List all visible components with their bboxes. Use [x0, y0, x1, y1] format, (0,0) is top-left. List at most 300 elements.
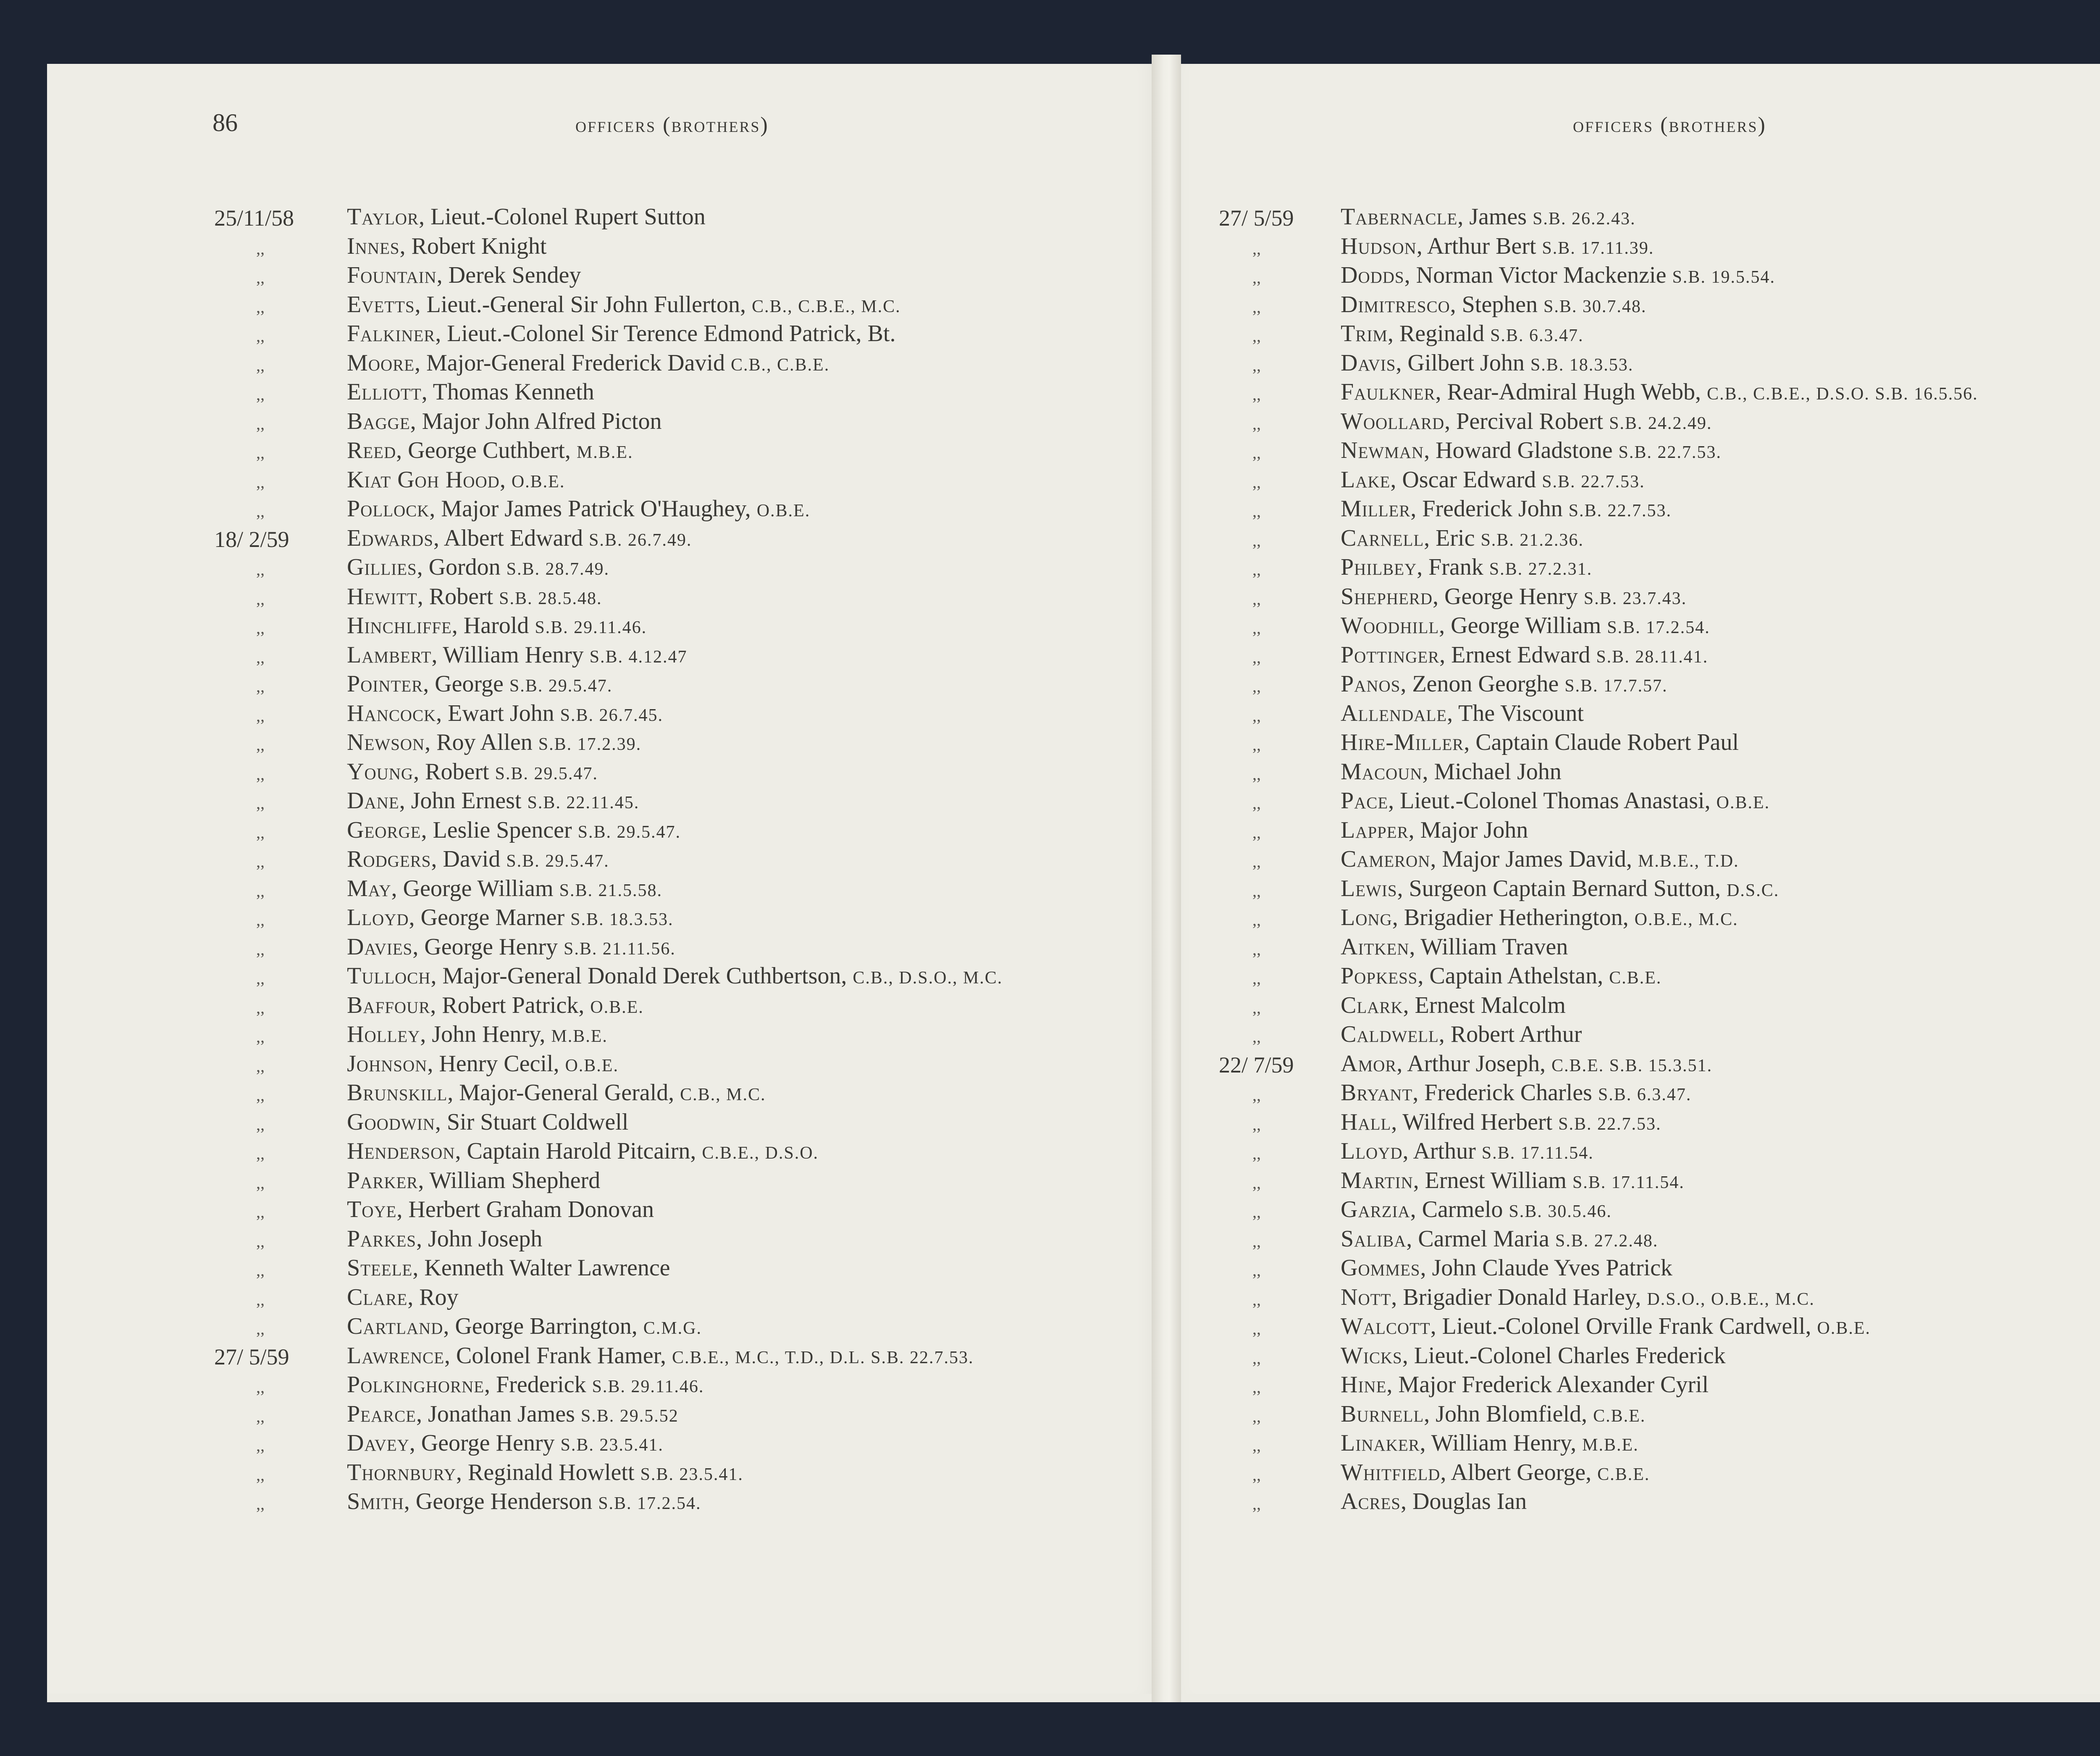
ditto-mark: ,, [256, 881, 265, 900]
ditto-mark: ,, [256, 823, 265, 842]
list-item [1164, 291, 2100, 326]
entry-name [1341, 583, 1687, 610]
entry-honours: S.B. 28.5.48. [499, 589, 602, 608]
ditto-mark: ,, [256, 1377, 265, 1396]
entry-honours: C.B., C.B.E., M.C. [752, 297, 901, 316]
entry-honours: S.B. 30.7.48. [1544, 297, 1647, 316]
entry-given-names: , George Henry [409, 1430, 561, 1456]
entry-surname: Smith [347, 1488, 404, 1514]
entry-given-names: , William Henry, [1420, 1430, 1583, 1456]
entry-honours: S.B. 21.5.58. [559, 881, 662, 900]
entry-name [347, 1138, 819, 1165]
entry-honours: O.B.E. [590, 997, 644, 1017]
entry-name [347, 1284, 459, 1311]
ditto-mark: ,, [256, 764, 265, 783]
entry-honours: C.B.E. S.B. 15.3.51. [1551, 1056, 1713, 1075]
entry-name [347, 291, 901, 318]
entry-given-names: , The Viscount [1447, 700, 1584, 726]
entry-honours: S.B. 21.2.36. [1480, 530, 1584, 550]
entry-surname: Rodgers [347, 846, 431, 872]
entry-given-names: , Norman Victor Mackenzie [1404, 262, 1672, 288]
entry-name [1341, 1313, 1871, 1340]
entry-surname: Linaker [1341, 1430, 1420, 1456]
list-item [1164, 1109, 2100, 1144]
ditto-mark: ,, [1252, 852, 1261, 871]
ditto-mark: ,, [1252, 443, 1261, 462]
entry-name [347, 408, 662, 435]
entry-surname: Davies [347, 933, 413, 960]
entry-given-names: , Henry Cecil, [427, 1050, 565, 1077]
entry-given-names: , John Claude Yves Patrick [1420, 1255, 1672, 1281]
ditto-mark: ,, [256, 268, 265, 287]
entry-surname: Hire-Miller [1341, 729, 1464, 755]
ditto-mark: ,, [1252, 1173, 1261, 1192]
entry-surname: Acres [1341, 1488, 1401, 1514]
entry-given-names: , John Joseph [416, 1225, 543, 1252]
ditto-mark: ,, [256, 794, 265, 812]
entry-surname: Long [1341, 904, 1392, 931]
ditto-mark: ,, [1252, 1377, 1261, 1396]
entry-given-names: , William Henry [431, 641, 590, 668]
entry-honours: S.B. 22.11.45. [527, 793, 640, 812]
entry-name [1341, 1196, 1612, 1223]
entry-honours: C.M.G. [643, 1319, 702, 1338]
entry-surname: Young [347, 758, 414, 785]
entry-honours: O.B.E. [1817, 1319, 1871, 1338]
entry-given-names: , Wilfred Herbert [1391, 1109, 1559, 1135]
entry-name [347, 1225, 542, 1252]
entry-honours: O.B.E., M.C. [1634, 910, 1738, 929]
entry-honours: S.B. 17.11.39. [1542, 238, 1654, 258]
entry-honours: S.B. 26.2.43. [1533, 209, 1636, 229]
entry-surname: Whitfield [1341, 1459, 1441, 1485]
entry-honours: S.B. 29.5.52 [580, 1406, 679, 1426]
entry-given-names: , George Henderson [404, 1488, 598, 1514]
entry-given-names: , George William [1439, 612, 1607, 639]
entry-name [1341, 1109, 1662, 1136]
entry-given-names: , Ernest Malcolm [1403, 992, 1566, 1018]
entry-honours: S.B. 6.3.47. [1490, 326, 1584, 345]
entry-surname: Saliba [1341, 1225, 1407, 1252]
entry-name [347, 554, 609, 581]
entry-given-names: , Frank [1417, 554, 1489, 580]
entry-honours: S.B. 19.5.54. [1672, 268, 1775, 287]
list-item [1164, 1488, 2100, 1523]
entry-surname: Newson [347, 729, 425, 755]
entry-name [1341, 554, 1592, 581]
entry-given-names: , Brigadier Donald Harley, [1391, 1284, 1647, 1310]
entry-surname: Woodhill [1341, 612, 1439, 639]
entry-name [347, 758, 598, 785]
entry-surname: Lewis [1341, 875, 1397, 902]
entry-surname: Steele [347, 1255, 413, 1281]
ditto-mark: ,, [1252, 1202, 1261, 1221]
ditto-mark: ,, [256, 998, 265, 1017]
entry-honours: O.B.E. [565, 1056, 619, 1075]
list-item [1164, 788, 2100, 823]
entry-given-names: , Roy Allen [425, 729, 538, 755]
entry-given-names: , Leslie Spencer [421, 817, 578, 843]
list-item [0, 1488, 1134, 1523]
ditto-mark: ,, [256, 414, 265, 433]
entry-name [1341, 670, 1668, 697]
entry-name [1341, 291, 1646, 318]
entry-honours: C.B., D.S.O., M.C. [853, 968, 1003, 988]
entry-honours: S.B. 17.2.54. [1607, 618, 1710, 637]
entry-name [1341, 1254, 1672, 1281]
entry-given-names: , John Ernest [399, 788, 528, 814]
ditto-mark: ,, [1252, 910, 1261, 929]
list-item [1164, 904, 2100, 939]
entry-honours: S.B. 18.3.53. [570, 910, 674, 929]
entry-honours: O.B.E. [1716, 793, 1770, 812]
list-item [0, 1255, 1134, 1290]
ditto-mark: ,, [1252, 472, 1261, 492]
entry-name [347, 1167, 600, 1194]
entry-honours: S.B. 30.5.46. [1509, 1202, 1612, 1221]
entry-surname: Brunskill [347, 1080, 448, 1106]
entry-given-names: , Robert Knight [399, 233, 547, 259]
entry-name [347, 1401, 679, 1427]
entry-date: 25/11/58 [214, 205, 294, 231]
entry-given-names: , Herbert Graham Donovan [396, 1196, 654, 1222]
entry-given-names: , Gilbert John [1396, 350, 1530, 376]
ditto-mark: ,, [1252, 1319, 1261, 1338]
entry-honours: S.B. 29.5.47. [509, 676, 613, 696]
entry-honours: S.B. 6.3.47. [1598, 1085, 1692, 1104]
entry-given-names: , Robert [413, 758, 495, 785]
entry-given-names: , Colonel Frank Hamer, [444, 1342, 672, 1369]
ditto-mark: ,, [1252, 1115, 1261, 1134]
ditto-mark: ,, [256, 385, 265, 404]
ditto-mark: ,, [256, 706, 265, 725]
entry-given-names: , Major John [1408, 817, 1528, 843]
entry-name [347, 1109, 628, 1136]
entry-name [1341, 466, 1645, 493]
ditto-mark: ,, [256, 560, 265, 579]
list-item [0, 437, 1134, 472]
entry-honours: S.B. 29.5.47. [578, 822, 681, 842]
entry-surname: Gommes [1341, 1255, 1420, 1281]
entry-name [1341, 817, 1528, 844]
ditto-mark: ,, [256, 969, 265, 988]
entry-name [347, 1342, 974, 1369]
ditto-mark: ,, [256, 502, 265, 520]
entry-honours: S.B. 23.5.41. [560, 1435, 664, 1455]
entry-given-names: , Lieut.-Colonel Rupert Sutton [418, 204, 706, 230]
ditto-mark: ,, [256, 939, 265, 959]
ditto-mark: ,, [1252, 618, 1261, 637]
entry-surname: Hudson [1341, 233, 1417, 259]
entry-surname: Walcott [1341, 1313, 1431, 1339]
entry-honours: M.B.E., T.D. [1638, 852, 1739, 871]
entry-name [347, 1079, 766, 1106]
entry-name [1341, 641, 1708, 668]
entry-given-names: , Major James Patrick O'Haughey, [429, 496, 757, 522]
entry-given-names: , George Barrington, [443, 1313, 643, 1339]
entry-surname: Goodwin [347, 1109, 435, 1135]
entry-name [1341, 992, 1566, 1019]
entry-surname: Shepherd [1341, 583, 1433, 610]
entry-name [347, 1196, 654, 1223]
entry-honours: S.B. 23.7.43. [1583, 589, 1687, 608]
entry-name [347, 641, 687, 668]
entry-name [1341, 875, 1779, 902]
ditto-mark: ,, [1252, 297, 1261, 316]
entry-honours: S.B. 29.5.47. [495, 764, 598, 783]
entry-given-names: , Douglas Ian [1400, 1488, 1527, 1514]
ditto-mark: ,, [256, 852, 265, 871]
entry-honours: S.B. 4.12.47 [589, 647, 688, 667]
entry-honours: D.S.C. [1726, 881, 1780, 900]
entry-name [347, 992, 644, 1019]
entry-honours: S.B. 17.11.54. [1481, 1144, 1594, 1163]
entry-name [347, 846, 609, 873]
entry-given-names: , Sir Stuart Coldwell [435, 1109, 629, 1135]
entry-name [347, 729, 641, 756]
ditto-mark: ,, [256, 1027, 265, 1046]
entry-surname: Kiat Goh Hood [347, 466, 500, 493]
entry-name [1341, 203, 1635, 230]
entry-name [1341, 700, 1584, 727]
entry-name [347, 262, 581, 289]
entry-honours: S.B. 17.11.54. [1572, 1172, 1685, 1192]
entry-name [1341, 612, 1710, 639]
entry-date: 27/ 5/59 [214, 1344, 289, 1370]
ditto-mark: ,, [1252, 1494, 1261, 1513]
entry-given-names: , Reginald Howlett [456, 1459, 640, 1485]
entry-given-names: , John Blomfield, [1424, 1401, 1593, 1427]
ditto-mark: ,, [256, 443, 265, 462]
ditto-mark: ,, [256, 1319, 265, 1338]
ditto-mark: ,, [256, 1115, 265, 1134]
entry-name [1341, 1459, 1650, 1486]
entry-honours: S.B. 27.2.48. [1555, 1231, 1659, 1251]
entry-given-names: , George [423, 671, 509, 697]
entry-name [1341, 1401, 1646, 1427]
entry-honours: S.B. 29.11.46. [592, 1377, 704, 1396]
entry-given-names: , [499, 466, 512, 493]
entry-name [347, 320, 895, 347]
ditto-mark: ,, [256, 1436, 265, 1455]
ditto-mark: ,, [1252, 677, 1261, 696]
entry-name [347, 1371, 704, 1398]
entry-given-names: , Robert Arthur [1438, 1021, 1582, 1047]
entry-given-names: , Surgeon Captain Bernard Sutton, [1397, 875, 1727, 902]
entry-surname: Lambert [347, 641, 432, 668]
entry-given-names: , William Shepherd [418, 1167, 601, 1193]
entry-given-names: , Zenon Georghe [1400, 671, 1565, 697]
list-item [1164, 729, 2100, 764]
ditto-mark: ,, [256, 1056, 265, 1075]
entry-name [347, 437, 633, 464]
entry-surname: Amor [1341, 1050, 1397, 1077]
entry-surname: Tabernacle [1341, 204, 1458, 230]
entry-name [1341, 846, 1739, 873]
entry-surname: Caldwell [1341, 1021, 1439, 1047]
entry-name [347, 875, 662, 902]
ditto-mark: ,, [1252, 1027, 1261, 1046]
entry-surname: Hinchliffe [347, 612, 452, 639]
entry-surname: Lawrence [347, 1342, 444, 1369]
entry-honours: D.S.O., O.B.E., M.C. [1647, 1289, 1815, 1309]
entry-name [1341, 1488, 1527, 1515]
ditto-mark: ,, [1252, 589, 1261, 608]
entry-surname: Hancock [347, 700, 436, 726]
entry-honours: S.B. 26.7.45. [560, 705, 664, 725]
entry-given-names: , Eric [1424, 525, 1481, 551]
entry-surname: Parker [347, 1167, 418, 1193]
ditto-mark: ,, [256, 677, 265, 696]
ditto-mark: ,, [1252, 764, 1261, 783]
entry-name [1341, 320, 1583, 347]
entry-given-names: , Albert George, [1440, 1459, 1598, 1485]
ditto-mark: ,, [256, 589, 265, 608]
entry-surname: Bryant [1341, 1080, 1413, 1106]
entry-name [1341, 495, 1672, 522]
entry-surname: Pointer [347, 671, 423, 697]
entry-name [1341, 1050, 1712, 1077]
entry-name [1341, 1225, 1658, 1252]
entry-given-names: , Brigadier Hetherington, [1392, 904, 1635, 931]
entry-name [1341, 933, 1568, 960]
ditto-mark: ,, [1252, 647, 1261, 667]
ditto-mark: ,, [1252, 531, 1261, 550]
ditto-mark: ,, [1252, 268, 1261, 287]
entry-name [1341, 437, 1722, 464]
entry-surname: Miller [1341, 496, 1411, 522]
entry-surname: Dane [347, 788, 399, 814]
entry-given-names: , Derek Sendey [436, 262, 581, 288]
ditto-mark: ,, [1252, 560, 1261, 579]
entry-surname: Fountain [347, 262, 437, 288]
entry-name [1341, 1342, 1726, 1369]
entry-surname: Hall [1341, 1109, 1391, 1135]
entry-surname: Johnson [347, 1050, 428, 1077]
entry-surname: Faulkner [1341, 379, 1436, 405]
entry-surname: Garzia [1341, 1196, 1410, 1222]
entry-honours: S.B. 24.2.49. [1609, 413, 1712, 433]
ditto-mark: ,, [1252, 969, 1261, 988]
entry-given-names: , Robert Patrick, [430, 992, 591, 1018]
entry-name [1341, 1138, 1594, 1165]
entry-given-names: , Major James David, [1430, 846, 1638, 872]
ditto-mark: ,, [256, 1261, 265, 1280]
entry-given-names: , Stephen [1450, 291, 1544, 318]
entry-surname: Trim [1341, 321, 1388, 347]
entry-name [1341, 1284, 1815, 1311]
ditto-mark: ,, [256, 1231, 265, 1251]
ditto-mark: ,, [1252, 239, 1261, 258]
entry-surname: Aitken [1341, 933, 1410, 960]
entry-surname: Evetts [347, 291, 415, 318]
entry-given-names: , Captain Claude Robert Paul [1464, 729, 1739, 755]
entry-surname: May [347, 875, 391, 902]
entry-given-names: , Roy [407, 1284, 459, 1310]
entry-name [1341, 787, 1770, 814]
entry-honours: S.B. 28.11.41. [1596, 647, 1709, 667]
entry-name [1341, 233, 1654, 260]
entry-name [1341, 1371, 1709, 1398]
entry-surname: Toye [347, 1196, 397, 1222]
entry-name [347, 525, 692, 552]
list-item [0, 1196, 1134, 1231]
entry-given-names: , Harold [452, 612, 535, 639]
entry-surname: Nott [1341, 1284, 1391, 1310]
ditto-mark: ,, [1252, 706, 1261, 725]
entry-name [347, 1254, 670, 1281]
ditto-mark: ,, [256, 297, 265, 316]
ditto-mark: ,, [256, 647, 265, 667]
entry-given-names: , Major-General Gerald, [447, 1080, 680, 1106]
entry-given-names: , Carmel Maria [1406, 1225, 1555, 1252]
entry-surname: Innes [347, 233, 400, 259]
entry-given-names: , Jonathan James [416, 1401, 581, 1427]
entry-honours: O.B.E. [756, 501, 811, 520]
ditto-mark: ,, [256, 326, 265, 345]
entry-surname: Pace [1341, 788, 1389, 814]
entry-given-names: , Captain Harold Pitcairn, [455, 1138, 702, 1164]
entry-name [347, 904, 674, 931]
entry-name [1341, 1021, 1582, 1048]
entry-given-names: , Major John Alfred Picton [410, 408, 662, 434]
entry-name [347, 787, 639, 814]
entry-honours: C.B.E. [1597, 1464, 1650, 1484]
entry-name [347, 1459, 743, 1486]
entry-surname: Dimitresco [1341, 291, 1450, 318]
entry-surname: Allendale [1341, 700, 1447, 726]
entry-given-names: , William Traven [1409, 933, 1568, 960]
right-entry-list [1164, 204, 2100, 1523]
entry-surname: Pollock [347, 496, 430, 522]
ditto-mark: ,, [256, 355, 265, 375]
entry-surname: Clare [347, 1284, 408, 1310]
entry-surname: Taylor [347, 204, 419, 230]
entry-name [347, 1313, 702, 1340]
ditto-mark: ,, [256, 1465, 265, 1484]
entry-honours: O.B.E. [511, 472, 565, 492]
ditto-mark: ,, [1252, 794, 1261, 812]
entry-given-names: , George William [391, 875, 559, 902]
ditto-mark: ,, [256, 1494, 265, 1513]
entry-surname: Lapper [1341, 817, 1409, 843]
entry-surname: Martin [1341, 1167, 1413, 1193]
list-item [1164, 496, 2100, 531]
left-page-header: officers (brothers) [575, 113, 769, 137]
entry-date: 18/ 2/59 [214, 526, 289, 552]
entry-surname: Woollard [1341, 408, 1445, 434]
entry-given-names: , Albert Edward [433, 525, 589, 551]
entry-surname: Lake [1341, 466, 1391, 493]
entry-name [347, 962, 1003, 989]
entry-honours: S.B. 22.7.53. [1542, 472, 1645, 492]
entry-honours: S.B. 22.7.53. [1568, 501, 1672, 520]
entry-given-names: , Gordon [417, 554, 507, 580]
entry-surname: Lloyd [347, 904, 409, 931]
ditto-mark: ,, [256, 1144, 265, 1163]
entry-given-names: , Ernest William [1413, 1167, 1572, 1193]
entry-given-names: , Major-General Frederick David [414, 350, 731, 376]
entry-surname: Philbey [1341, 554, 1417, 580]
entry-honours: C.B.E., D.S.O. [702, 1144, 819, 1163]
entry-surname: Baffour [347, 992, 430, 1018]
right-page-header: officers (brothers) [1573, 113, 1767, 137]
entry-honours: S.B. 21.11.56. [563, 939, 676, 959]
entry-name [1341, 350, 1633, 376]
ditto-mark: ,, [1252, 1406, 1261, 1426]
left-page-number: 86 [213, 109, 238, 137]
entry-name [1341, 904, 1738, 931]
